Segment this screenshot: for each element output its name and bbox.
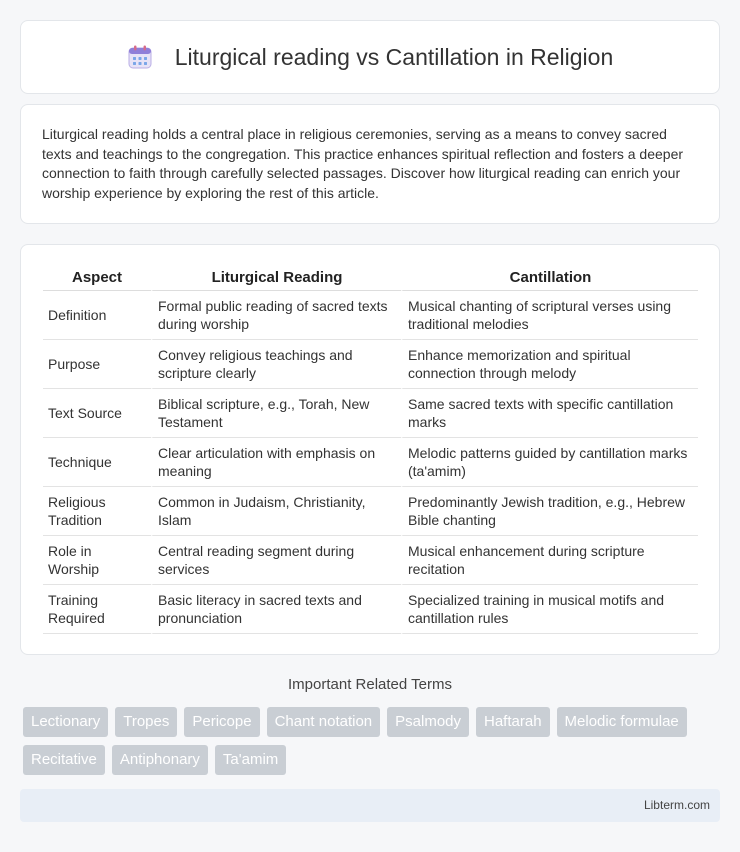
aspect-cell: Role in Worship	[43, 536, 151, 585]
intro-card	[20, 104, 720, 224]
aspect-cell: Religious Tradition	[43, 487, 151, 536]
cantillation-cell: Specialized training in musical motifs and cantillation rules	[401, 585, 698, 634]
related-term-tag[interactable]: Tropes	[115, 707, 177, 737]
table-row	[43, 291, 698, 340]
footer-brand[interactable]: Libterm.com	[643, 798, 710, 812]
related-term-tag[interactable]: Melodic formulae	[557, 707, 687, 737]
table-header-row	[43, 265, 698, 291]
related-term-tag[interactable]: Recitative	[23, 745, 105, 775]
cantillation-cell: Enhance memorization and spiritual connection through melody	[401, 340, 698, 389]
related-terms-title: Important Related Terms	[288, 676, 452, 693]
liturgical-cell: Formal public reading of sacred texts during worship	[151, 291, 401, 340]
comparison-card	[20, 244, 720, 655]
liturgical-cell: Common in Judaism, Christianity, Islam	[151, 487, 401, 536]
liturgical-cell: Clear articulation with emphasis on meaning	[151, 438, 401, 487]
cantillation-cell: Predominantly Jewish tradition, e.g., Hebrew Bible chanting	[401, 487, 698, 536]
aspect-cell: Purpose	[43, 340, 151, 389]
page-title: Liturgical reading vs Cantillation in Religion	[174, 43, 614, 70]
related-term-tag[interactable]: Psalmody	[387, 707, 469, 737]
aspect-cell: Technique	[43, 438, 151, 487]
column-header: Aspect	[43, 265, 151, 291]
footer	[20, 789, 720, 822]
table-row	[43, 438, 698, 487]
column-header: Liturgical Reading	[151, 265, 401, 291]
table-row	[43, 340, 698, 389]
related-term-tag[interactable]: Haftarah	[476, 707, 550, 737]
column-header: Cantillation	[401, 265, 698, 291]
liturgical-cell: Basic literacy in sacred texts and pronunciation	[151, 585, 401, 634]
table-row	[43, 389, 698, 438]
related-term-tag[interactable]: Pericope	[184, 707, 259, 737]
table-row	[43, 536, 698, 585]
related-terms-list	[23, 707, 713, 775]
aspect-cell: Definition	[43, 291, 151, 340]
table-row	[43, 487, 698, 536]
table-row	[43, 585, 698, 634]
cantillation-cell: Same sacred texts with specific cantillation marks	[401, 389, 698, 438]
liturgical-cell: Central reading segment during services	[151, 536, 401, 585]
liturgical-cell: Convey religious teachings and scripture clearly	[151, 340, 401, 389]
header-card	[20, 20, 720, 94]
liturgical-cell: Biblical scripture, e.g., Torah, New Testament	[151, 389, 401, 438]
related-term-tag[interactable]: Chant notation	[267, 707, 381, 737]
cantillation-cell: Musical enhancement during scripture recitation	[401, 536, 698, 585]
aspect-cell: Text Source	[43, 389, 151, 438]
aspect-cell: Training Required	[43, 585, 151, 634]
related-term-tag[interactable]: Lectionary	[23, 707, 108, 737]
cantillation-cell: Melodic patterns guided by cantillation marks (ta'amim)	[401, 438, 698, 487]
comparison-table	[43, 265, 698, 634]
related-term-tag[interactable]: Antiphonary	[112, 745, 208, 775]
calendar-icon	[127, 44, 153, 70]
cantillation-cell: Musical chanting of scriptural verses using traditional melodies	[401, 291, 698, 340]
related-term-tag[interactable]: Ta'amim	[215, 745, 286, 775]
intro-text: Liturgical reading holds a central place in religious ceremonies, serving as a means to convey sacred texts and teachings to the congregation. This practice enhances spiritual reflection and fosters a deeper connection to faith through carefully selected passages. Discover how liturgical reading can enrich your worship experience by exploring the rest of this article.	[42, 126, 684, 201]
